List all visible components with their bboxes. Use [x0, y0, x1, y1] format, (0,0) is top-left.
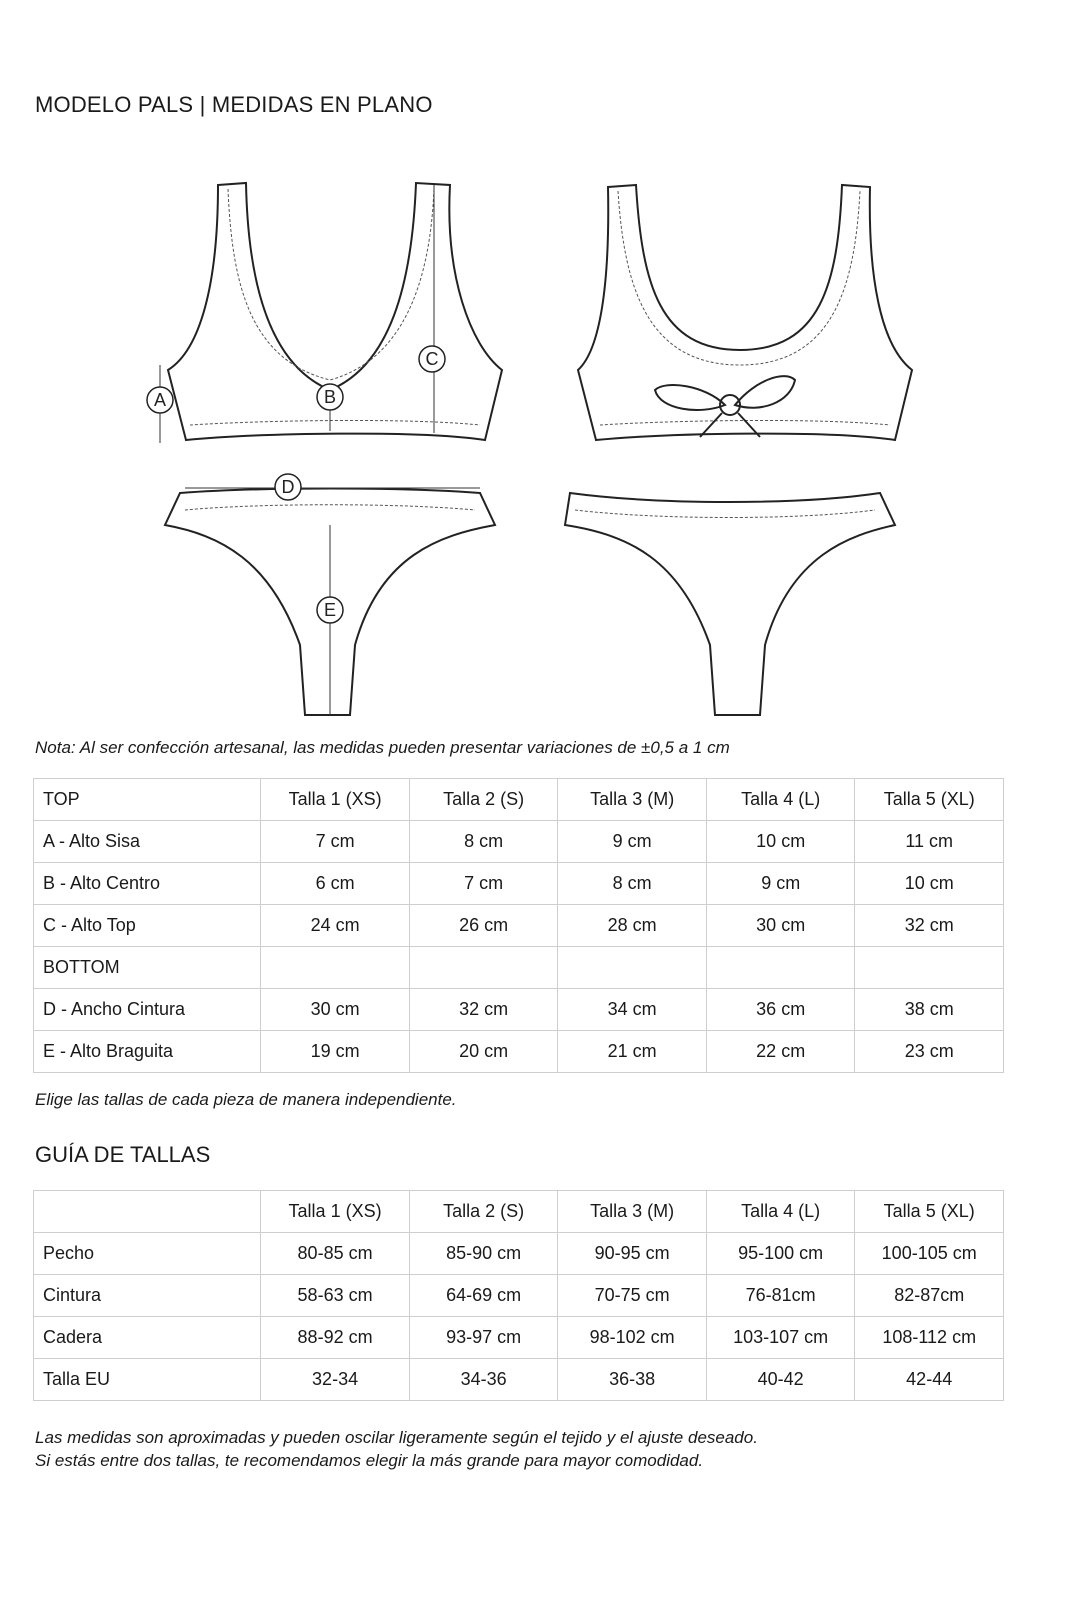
table-cell: 40-42 [706, 1359, 855, 1401]
table-cell: Cadera [34, 1317, 261, 1359]
garment-flat-drawings [140, 175, 930, 735]
table-cell: 10 cm [706, 821, 855, 863]
table-cell: 7 cm [261, 821, 410, 863]
table-cell: Cintura [34, 1275, 261, 1317]
note-independent: Elige las tallas de cada pieza de manera independiente. [35, 1090, 457, 1109]
note-top: Nota: Al ser confección artesanal, las medidas pueden presentar variaciones de ±0,5 a 1 cm [35, 738, 730, 757]
table-cell: 98-102 cm [558, 1317, 707, 1359]
table-cell: 23 cm [855, 1031, 1004, 1073]
table-header-cell [34, 1191, 261, 1233]
table-cell: Talla EU [34, 1359, 261, 1401]
label-b: B [323, 387, 337, 407]
table-header-cell: Talla 2 (S) [409, 779, 558, 821]
table-header-cell: Talla 4 (L) [706, 779, 855, 821]
label-d: D [281, 477, 295, 497]
table-cell: E - Alto Braguita [34, 1031, 261, 1073]
table-cell: 80-85 cm [261, 1233, 410, 1275]
table-cell: 34 cm [558, 989, 707, 1031]
table-cell: A - Alto Sisa [34, 821, 261, 863]
table-cell: 6 cm [261, 863, 410, 905]
table-cell: 24 cm [261, 905, 410, 947]
table-cell: 88-92 cm [261, 1317, 410, 1359]
table-cell: 32 cm [409, 989, 558, 1031]
table-cell: 82-87cm [855, 1275, 1004, 1317]
table-row [34, 905, 1004, 947]
table-header-cell: TOP [34, 779, 261, 821]
table-cell [855, 947, 1004, 989]
table-cell [409, 947, 558, 989]
table-cell: 38 cm [855, 989, 1004, 1031]
table-row [34, 1233, 1004, 1275]
footer-line-2: Si estás entre dos tallas, te recomendamos elegir la más grande para mayor comodidad. [35, 1451, 704, 1470]
table-cell: 70-75 cm [558, 1275, 707, 1317]
table-cell: 8 cm [409, 821, 558, 863]
table-cell: B - Alto Centro [34, 863, 261, 905]
table-cell: 36-38 [558, 1359, 707, 1401]
table-row [34, 1275, 1004, 1317]
table-row [34, 989, 1004, 1031]
table-cell: 36 cm [706, 989, 855, 1031]
table-cell: 34-36 [409, 1359, 558, 1401]
table-cell: 103-107 cm [706, 1317, 855, 1359]
table-cell: 9 cm [706, 863, 855, 905]
table-cell: 32 cm [855, 905, 1004, 947]
table-cell: 7 cm [409, 863, 558, 905]
table-cell: 32-34 [261, 1359, 410, 1401]
table-cell: 21 cm [558, 1031, 707, 1073]
table-cell: BOTTOM [34, 947, 261, 989]
label-c: C [425, 349, 439, 369]
table-cell: 85-90 cm [409, 1233, 558, 1275]
table-cell: 26 cm [409, 905, 558, 947]
guide-title: GUÍA DE TALLAS [35, 1142, 211, 1167]
label-e: E [323, 600, 337, 620]
table-header-cell: Talla 3 (M) [558, 779, 707, 821]
table-cell: 8 cm [558, 863, 707, 905]
table-cell: 90-95 cm [558, 1233, 707, 1275]
table-header-row [34, 779, 1004, 821]
table-row [34, 1359, 1004, 1401]
size-guide-table [33, 1190, 1004, 1401]
table-cell: 64-69 cm [409, 1275, 558, 1317]
table-row [34, 1031, 1004, 1073]
top-back-drawing [578, 185, 912, 440]
table-cell: 30 cm [261, 989, 410, 1031]
table-row [34, 947, 1004, 989]
footer-line-1: Las medidas son aproximadas y pueden oscilar ligeramente según el tejido y el ajuste deseado. [35, 1428, 758, 1447]
table-cell: 58-63 cm [261, 1275, 410, 1317]
table-cell: Pecho [34, 1233, 261, 1275]
table-cell: 108-112 cm [855, 1317, 1004, 1359]
table-cell: 42-44 [855, 1359, 1004, 1401]
table-header-cell: Talla 4 (L) [706, 1191, 855, 1233]
table-cell: 11 cm [855, 821, 1004, 863]
table-cell: 76-81cm [706, 1275, 855, 1317]
table-row [34, 863, 1004, 905]
table-header-cell: Talla 5 (XL) [855, 1191, 1004, 1233]
table-cell [706, 947, 855, 989]
table-cell: 19 cm [261, 1031, 410, 1073]
table-cell: 22 cm [706, 1031, 855, 1073]
table-cell: 30 cm [706, 905, 855, 947]
page-title: MODELO PALS | MEDIDAS EN PLANO [35, 92, 433, 117]
table-cell: 95-100 cm [706, 1233, 855, 1275]
table-header-cell: Talla 2 (S) [409, 1191, 558, 1233]
table-cell: 93-97 cm [409, 1317, 558, 1359]
measurements-table [33, 778, 1004, 1073]
table-header-row [34, 1191, 1004, 1233]
bottom-back-drawing [565, 493, 895, 715]
table-cell: C - Alto Top [34, 905, 261, 947]
table-cell [558, 947, 707, 989]
table-cell: 10 cm [855, 863, 1004, 905]
table-cell: 100-105 cm [855, 1233, 1004, 1275]
table-cell: D - Ancho Cintura [34, 989, 261, 1031]
footer-note [35, 1426, 758, 1472]
table-header-cell: Talla 1 (XS) [261, 1191, 410, 1233]
label-a: A [153, 390, 167, 410]
table-row [34, 821, 1004, 863]
table-row [34, 1317, 1004, 1359]
table-header-cell: Talla 3 (M) [558, 1191, 707, 1233]
table-header-cell: Talla 5 (XL) [855, 779, 1004, 821]
table-cell: 28 cm [558, 905, 707, 947]
table-cell: 9 cm [558, 821, 707, 863]
table-cell: 20 cm [409, 1031, 558, 1073]
table-header-cell: Talla 1 (XS) [261, 779, 410, 821]
table-cell [261, 947, 410, 989]
